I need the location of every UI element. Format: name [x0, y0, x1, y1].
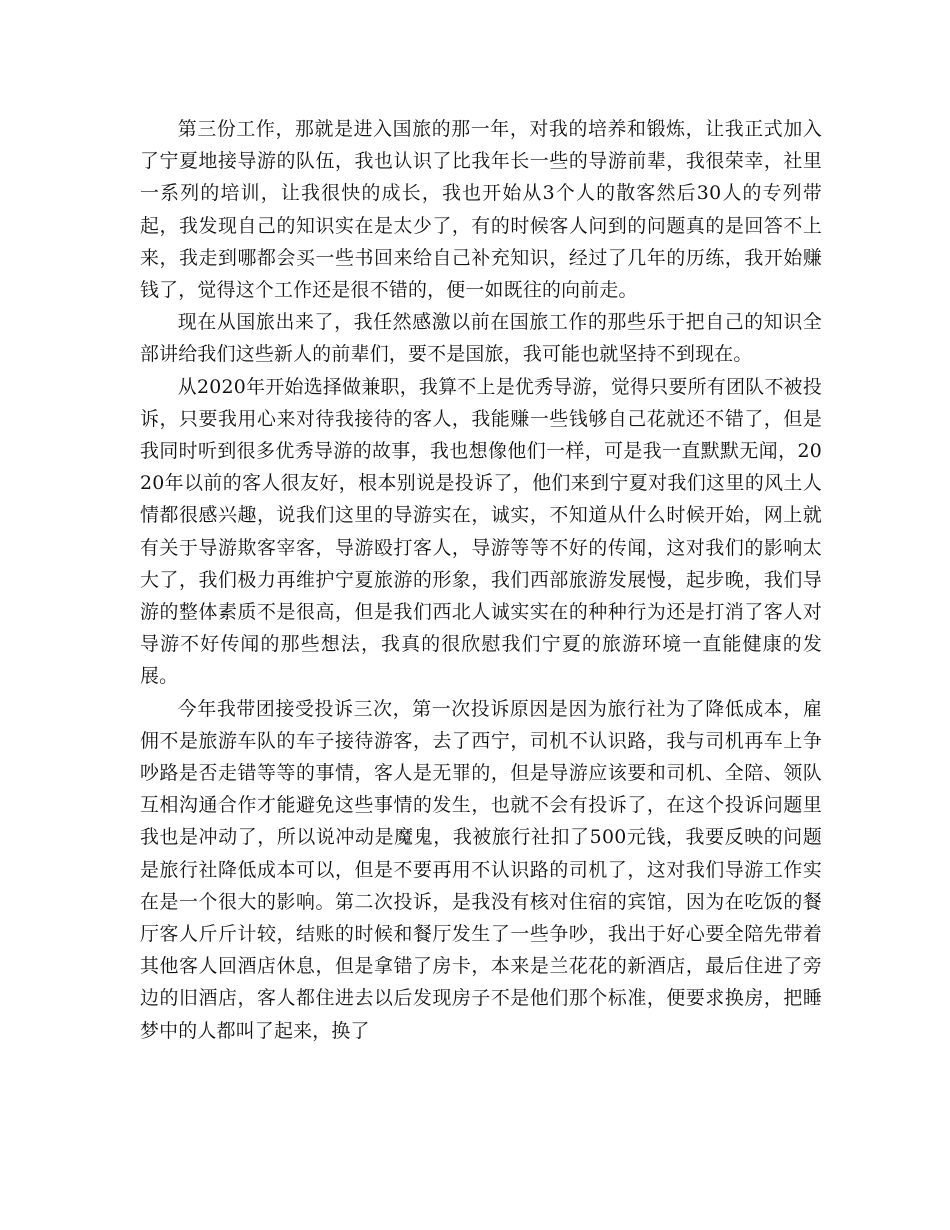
document-body: [140, 113, 822, 1047]
paragraph-4: 今年我带团接受投诉三次，第一次投诉原因是因为旅行社为了降低成本，雇佣不是旅游车队的车子接待游客，去了西宁，司机不认识路，我与司机再车上争吵路是否走错等等的事情，客人是无罪的，但是导游应该要和司机、全陪、领队互相沟通合作才能避免这些事情的发生，也就不会有投诉了，在这个投诉问题里我也是冲动了，所以说冲动是魔鬼，我被旅行社扣了500元钱，我要反映的问题是旅行社降低成本可以，但是不要再用不认识路的司机了，这对我们导游工作实在是一个很大的影响。第二次投诉，是我没有核对住宿的宾馆，因为在吃饭的餐厅客人斤斤计较，结账的时候和餐厅发生了一些争吵，我出于好心要全陪先带着其他客人回酒店休息，但是拿错了房卡，本来是兰花花的新酒店，最后住进了旁边的旧酒店，客人都住进去以后发现房子不是他们那个标准，便要求换房，把睡梦中的人都叫了起来，换了: [140, 697, 822, 1042]
paragraph-3: 从2020年开始选择做兼职，我算不上是优秀导游，觉得只要所有团队不被投诉，只要我用心来对待我接待的客人，我能赚一些钱够自己花就还不错了，但是我同时听到很多优秀导游的故事，我也想像他们一样，可是我一直默默无闻，2020年以前的客人很友好，根本别说是投诉了，他们来到宁夏对我们这里的风土人情都很感兴趣，说我们这里的导游实在，诚实，不知道从什么时候开始，网上就有关于导游欺客宰客，导游殴打客人，导游等等不好的传闻，这对我们的影响太大了，我们极力再维护宁夏旅游的形象，我们西部旅游发展慢，起步晚，我们导游的整体素质不是很高，但是我们西北人诚实实在的种种行为还是打消了客人对导游不好传闻的那些想法，我真的很欣慰我们宁夏的旅游环境一直能健康的发展。: [140, 375, 822, 688]
paragraph-1: 第三份工作，那就是进入国旅的那一年，对我的培养和锻炼，让我正式加入了宁夏地接导游的队伍，我也认识了比我年长一些的导游前辈，我很荣幸，社里一系列的培训，让我很快的成长，我也开始从3个人的散客然后30人的专列带起，我发现自己的知识实在是太少了，有的时候客人问到的问题真的是回答不上来，我走到哪都会买一些书回来给自己补充知识，经过了几年的历练，我开始赚钱了，觉得这个工作还是很不错的，便一如既往的向前走。: [140, 118, 822, 302]
paragraph-2: 现在从国旅出来了，我任然感激以前在国旅工作的那些乐于把自己的知识全部讲给我们这些新人的前辈们，要不是国旅，我可能也就坚持不到现在。: [140, 311, 822, 366]
